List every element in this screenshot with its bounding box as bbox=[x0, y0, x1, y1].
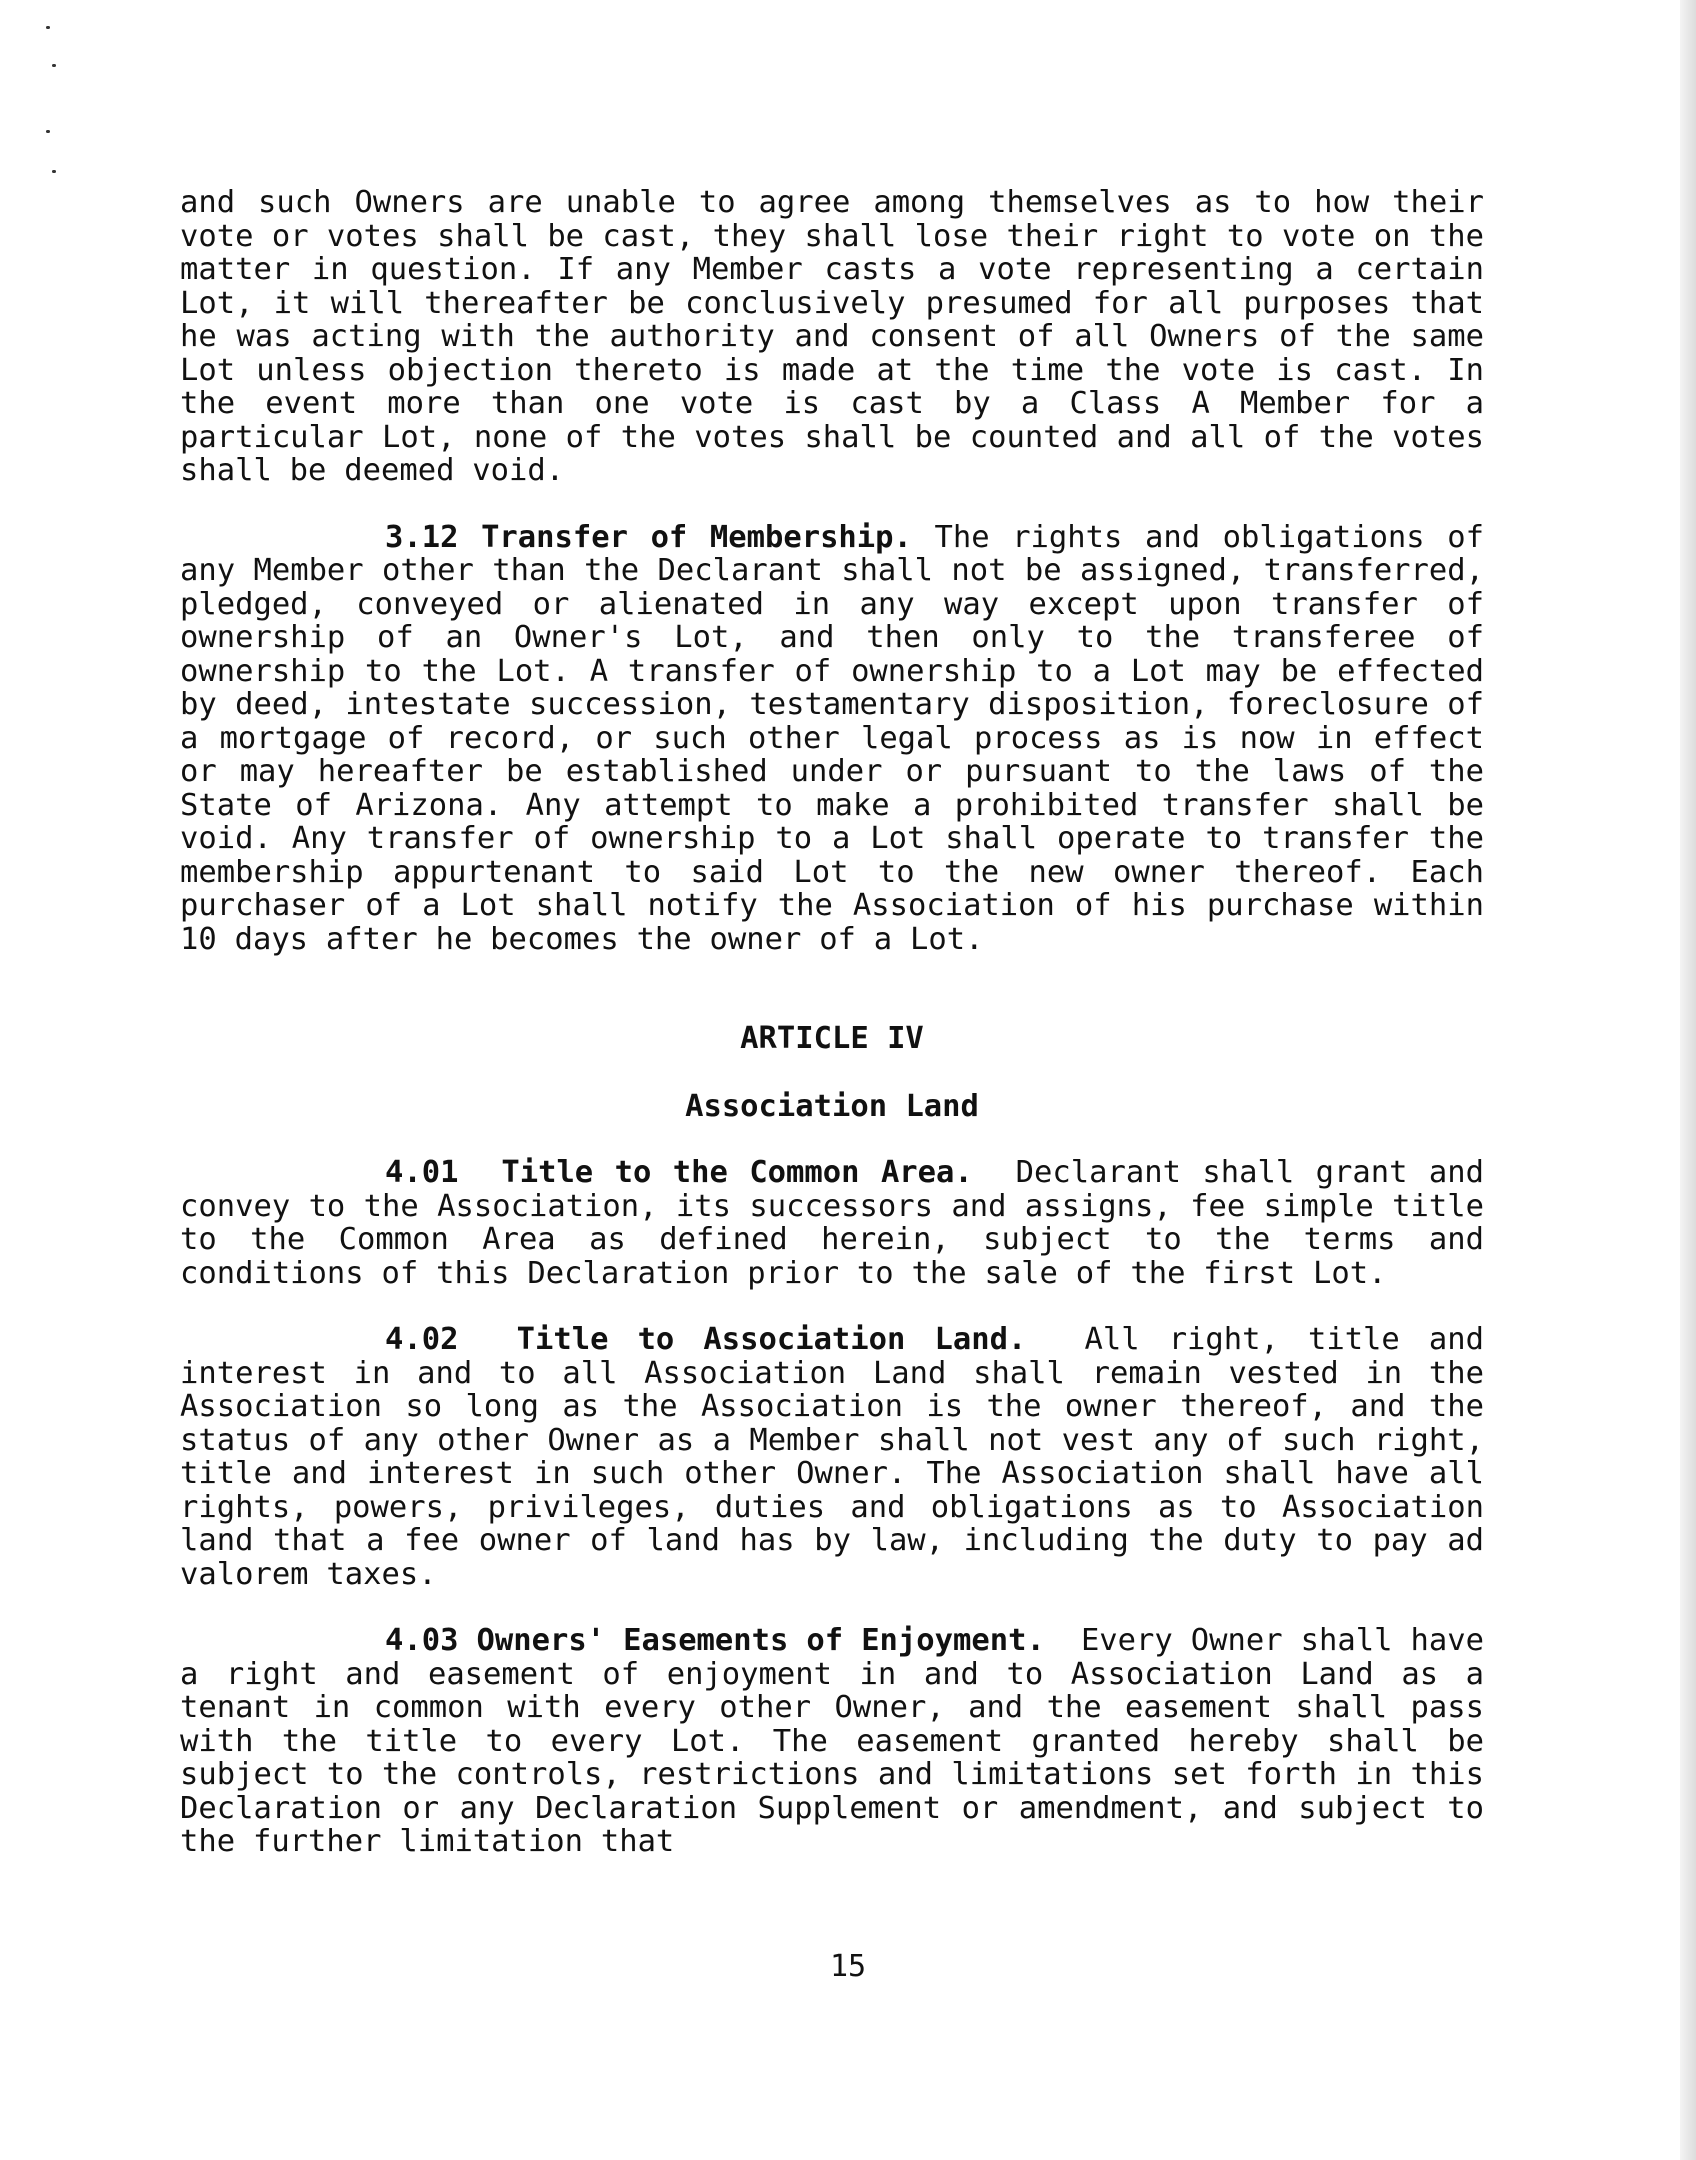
article-heading: ARTICLE IV bbox=[740, 1021, 924, 1056]
section-title: Title to the Common Area. bbox=[501, 1155, 973, 1190]
section-4-02 bbox=[180, 1323, 1484, 1591]
article-title: Association Land bbox=[685, 1088, 979, 1124]
document-body bbox=[180, 186, 1484, 1859]
scan-speck bbox=[52, 64, 56, 67]
scan-speck bbox=[46, 26, 50, 29]
scan-speck bbox=[46, 130, 50, 133]
page-number: 15 bbox=[829, 1949, 867, 1984]
section-number: 4.02 bbox=[385, 1322, 459, 1357]
section-body: Every Owner shall have a right and easement of enjoyment in and to Association Land as a tenant in common with every other Owner, and the easement shall pass with the title to every Lot. The easement granted hereby shall be subject to the controls, restrictions and limitations set forth in this Declaration or any Declaration Supplement or amendment, and subject to the further limitation that bbox=[180, 1623, 1484, 1859]
scan-speck bbox=[52, 170, 56, 173]
section-number: 4.01 bbox=[385, 1155, 459, 1190]
section-4-03 bbox=[180, 1624, 1484, 1859]
section-title: Title to Association Land. bbox=[516, 1322, 1027, 1357]
section-title: Transfer of Membership. bbox=[481, 519, 912, 555]
continued-paragraph: and such Owners are unable to agree among themselves as to how their vote or votes shall be cast, they shall lose their right to vote on the matter in question. If any Member casts a vote representing a certain Lot, it will thereafter be conclusively presumed for all purposes that he was acting with the authority and consent of all Owners of the same Lot unless objection thereto is made at the time the vote is cast. In the event more than one vote is cast by a Class A Member for a particular Lot, none of the votes shall be counted and all of the votes shall be deemed void. bbox=[180, 185, 1484, 488]
scan-edge-shadow bbox=[1680, 0, 1696, 2160]
section-number: 4.03 bbox=[385, 1623, 459, 1658]
section-body: All right, title and interest in and to all Association Land shall remain vested in the Association so long as the Association is the owner thereof, and the status of any other Owner as a Member shall not vest any of such right, title and interest in such other Owner. The Association shall have all rights, powers, privileges, duties and obligations as to Association land that a fee owner of land has by law, including the duty to pay ad valorem taxes. bbox=[180, 1322, 1484, 1592]
section-number: 3.12 bbox=[385, 519, 459, 555]
section-body: Declarant shall grant and convey to the Association, its successors and assigns, fee simple title to the Common Area as defined herein, subject to the terms and conditions of this Declaration prior to the sale of the first Lot. bbox=[180, 1155, 1484, 1291]
section-title: Owners' Easements of Enjoyment. bbox=[476, 1623, 1045, 1658]
section-body: The rights and obligations of any Member other than the Declarant shall not be assigned, transferred, pledged, conveyed or alienated in any way except upon transfer of ownership of an Owner's Lot, and then only to the transferee of ownership to the Lot. A transfer of ownership to a Lot may be effected by deed, intestate succession, testamentary disposition, foreclosure of a mortgage of record, or such other legal process as is now in effect or may hereafter be established under or pursuant to the laws of the State of Arizona. Any attempt to make a prohibited transfer shall be void. Any transfer of ownership to a Lot shall operate to transfer the membership appurtenant to said Lot to the new owner thereof. Each purchaser of a Lot shall notify the Association of his purchase within 10 days after he becomes the owner of a Lot. bbox=[180, 519, 1484, 957]
section-3-12 bbox=[180, 521, 1484, 957]
section-4-01 bbox=[180, 1156, 1484, 1290]
